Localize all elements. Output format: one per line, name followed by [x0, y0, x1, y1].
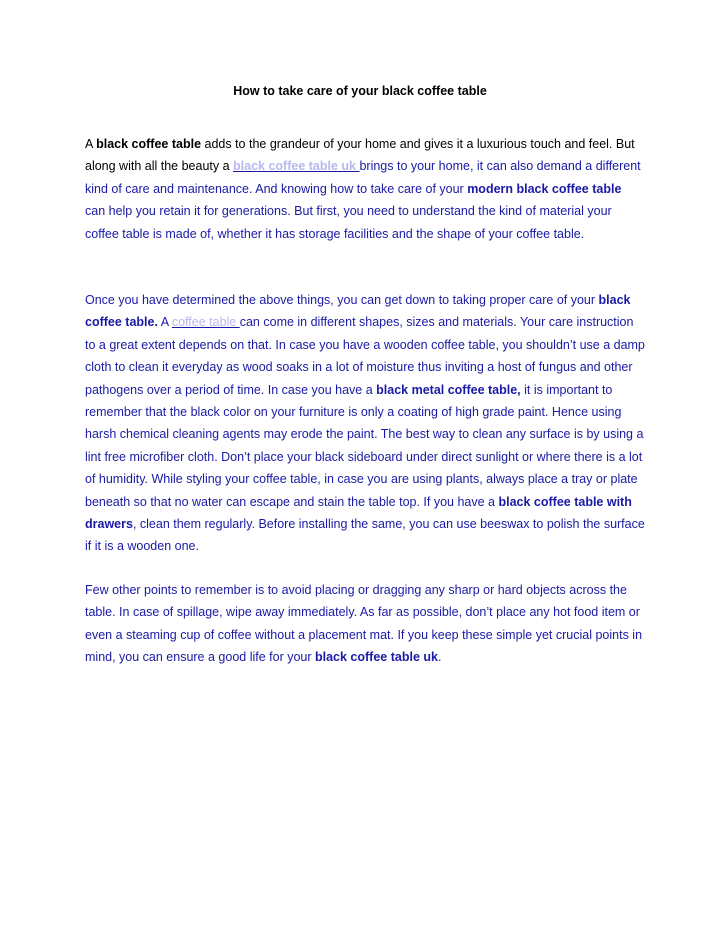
- paragraph-3: [85, 579, 645, 669]
- keyword-bold: black coffee table: [96, 137, 202, 151]
- text-span: A: [85, 137, 97, 151]
- text-span: Once you have determined the above things, you can get down to taking proper care of your: [85, 293, 599, 307]
- paragraph-1: [85, 133, 645, 245]
- text-span: Few other points to remember is to avoid placing or dragging any sharp or hard objects across the table. In case of spillage, wipe away immediately. As far as possible, don’t place any hot food item or even a steaming cup of coffee without a placement mat. If you keep these simple yet crucial points in mind, you can ensure a good life for your: [85, 583, 643, 665]
- text-span: .: [437, 650, 442, 665]
- keyword-bold: black metal coffee table,: [376, 382, 521, 397]
- text-span: it is important to remember that the black color on your furniture is only a coating of high grade paint. Hence using harsh chemical cleaning agents may erode the paint. The best way to clean any surface is by using a lint free microfiber cloth. Don’t place your black sideboard under direct sunlight or where there is a lot of humidity. While styling your coffee table, in case you are using plants, always place a tray or plate beneath so that no water can escape and stain the table top. If you have a: [85, 382, 644, 509]
- link-coffee-table[interactable]: coffee table: [171, 315, 240, 330]
- keyword-bold: black coffee table uk: [315, 650, 438, 665]
- paragraph-2: [85, 289, 645, 558]
- keyword-bold: black coffee table.: [85, 293, 631, 330]
- keyword-bold: modern black coffee table: [467, 181, 622, 196]
- text-span: brings to your home, it can also demand a different kind of care and maintenance. And knowing how to take care of your: [85, 159, 641, 196]
- keyword-bold: black coffee table with drawers: [85, 494, 632, 532]
- text-span: adds to the grandeur of your home and gives it a luxurious touch and feel. But along with all the beauty a: [85, 137, 635, 174]
- text-span: , clean them regularly. Before installing the same, you can use beeswax to polish the surface if it is a wooden one.: [85, 517, 645, 554]
- text-span: A: [157, 315, 172, 330]
- text-span: can come in different shapes, sizes and materials. Your care instruction to a great extent depends on that. In case you have a wooden coffee table, you shouldn’t use a damp cloth to clean it everyday as wood soaks in a lot of moisture thus inviting a host of fungus and other pathogens over a period of time. In case you have a: [85, 315, 645, 397]
- link-black-coffee-table-uk[interactable]: black coffee table uk: [233, 159, 360, 174]
- document-title: How to take care of your black coffee table: [233, 84, 487, 98]
- text-span: can help you retain it for generations. But first, you need to understand the kind of material your coffee table is made of, whether it has storage facilities and the shape of your coffee table.: [85, 204, 612, 241]
